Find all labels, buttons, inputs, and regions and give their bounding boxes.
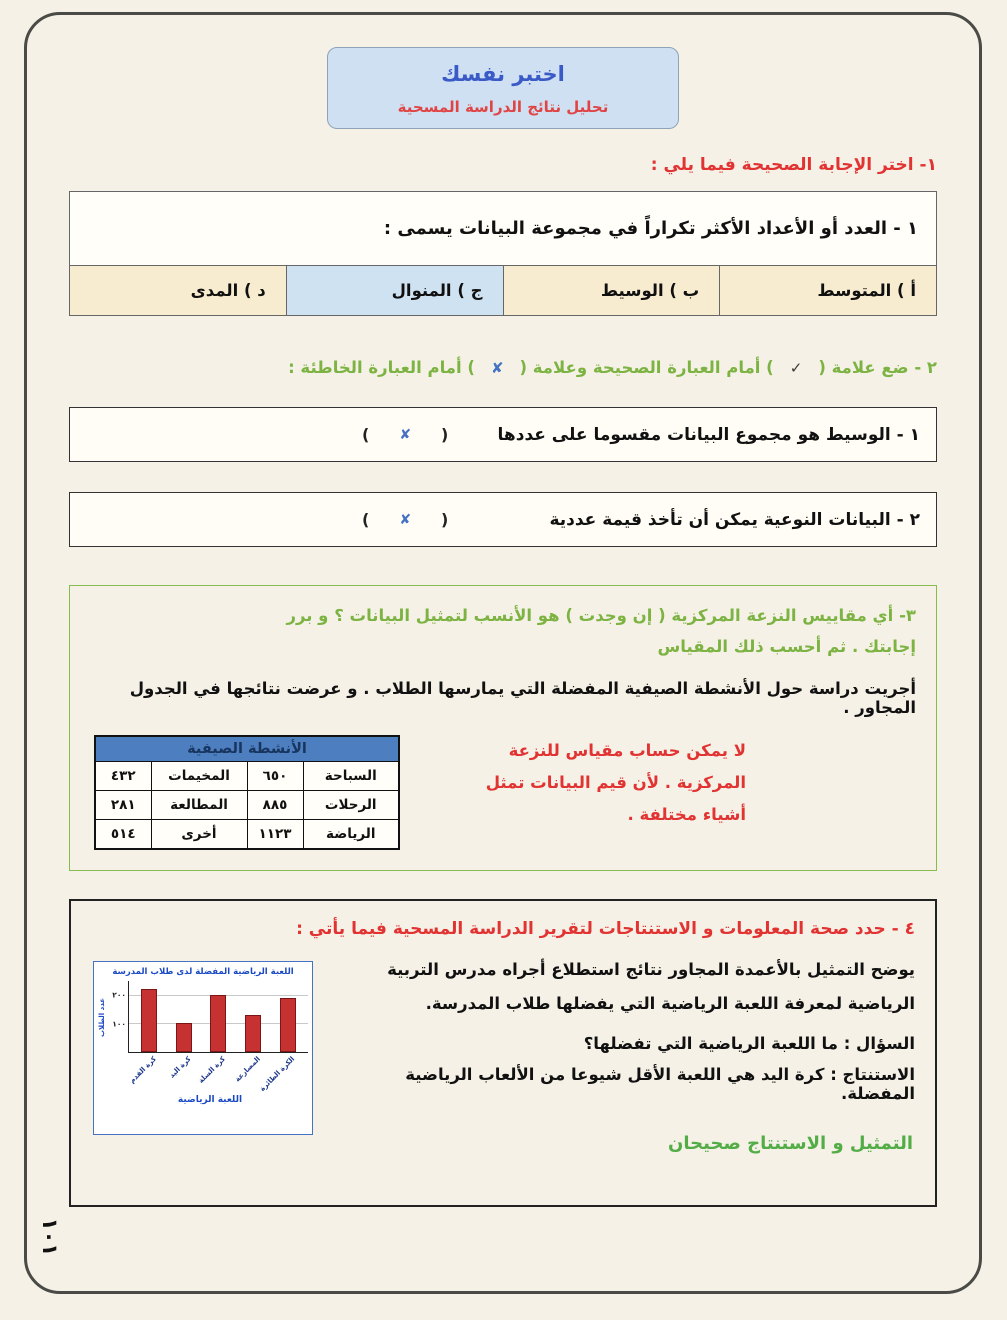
q2-statement-2 bbox=[69, 492, 937, 547]
check-mark-icon: ✓ bbox=[789, 359, 803, 377]
chart-category-label-3: المصارعة bbox=[233, 1054, 262, 1084]
q1-option-0: أ ) المتوسط bbox=[719, 266, 936, 315]
q3-answer: لا يمكن حساب مقياس للنزعة المركزية . لأن قيم البيانات تمثل أشياء مختلفة . bbox=[485, 740, 746, 825]
q3-body-text: أجريت دراسة حول الأنشطة الصيفية المفضلة التي يمارسها الطلاب . و عرضت نتائجها في الجدول المجاور . bbox=[129, 678, 916, 717]
chart-bar-2 bbox=[210, 995, 226, 1052]
activity-count: ٢٨١ bbox=[95, 790, 151, 819]
activity-name: المخيمات bbox=[151, 761, 247, 790]
chart-bar-0 bbox=[141, 989, 157, 1051]
table-row bbox=[95, 790, 399, 819]
chart-title: اللعبة الرياضية المفضلة لدى طلاب المدرسة bbox=[112, 966, 294, 977]
open-paren: ( bbox=[441, 425, 449, 444]
activity-name: الرحلات bbox=[303, 790, 399, 819]
chart-bar-slot bbox=[132, 981, 167, 1052]
cross-mark-icon: ✘ bbox=[490, 359, 504, 377]
q4-section bbox=[69, 899, 937, 1207]
chart-bar-slot bbox=[270, 981, 305, 1052]
q4-heading: ٤ - حدد صحة المعلومات و الاستنتاجات لتقرير الدراسة المسحية فيما يأتي : bbox=[296, 918, 915, 939]
chart-category-label-4: الكرة الطائرة bbox=[258, 1054, 297, 1093]
chart-bar-slot bbox=[201, 981, 236, 1052]
lesson-subtitle: تحليل نتائج الدراسة المسحية bbox=[397, 98, 609, 116]
activity-name: أخرى bbox=[151, 819, 247, 849]
chart-bar-slot bbox=[167, 981, 202, 1052]
q2-heading-prefix: ٢ - ضع علامة ( bbox=[818, 358, 937, 377]
chart-plot-area bbox=[128, 981, 308, 1053]
chart-y-axis-label: عدد الطلاب bbox=[98, 997, 106, 1037]
chart-x-labels bbox=[128, 1053, 308, 1099]
chart-x-label-slot bbox=[127, 1053, 166, 1099]
q4-question-line: السؤال : ما اللعبة الرياضية التي تفضلها؟ bbox=[583, 1033, 915, 1053]
q2-heading bbox=[69, 358, 937, 377]
q4-answer: التمثيل و الاستنتاج صحيحان bbox=[668, 1132, 913, 1154]
q3-heading: ٣- أي مقاييس النزعة المركزية ( إن وجدت ) هو الأنسب لتمثيل البيانات ؟ و برر إجابتك . ثم أحسب ذلك المقياس bbox=[286, 606, 916, 657]
q3-answer-row bbox=[90, 735, 916, 850]
chart-middle bbox=[98, 981, 308, 1053]
q4-conclusion-line: الاستنتاج : كرة اليد هي اللعبة الأقل شيوعا من الألعاب الرياضية المفضلة. bbox=[405, 1064, 915, 1103]
q1-question-table bbox=[69, 191, 937, 316]
chart-x-label-slot bbox=[258, 1053, 305, 1099]
activity-name: المطالعة bbox=[151, 790, 247, 819]
close-paren: ) bbox=[362, 510, 370, 529]
table-row bbox=[95, 819, 399, 849]
q1-question-text: ١ - العدد أو الأعداد الأكثر تكراراً في مجموعة البيانات يسمى : bbox=[383, 218, 918, 239]
chart-y-tick: ١٠٠ bbox=[112, 1019, 126, 1029]
q1-option-1: ب ) الوسيط bbox=[503, 266, 720, 315]
chart-bar-3 bbox=[245, 1015, 261, 1052]
chart-bar-slot bbox=[236, 981, 271, 1052]
bar-chart bbox=[93, 961, 313, 1135]
activity-count: ٦٥٠ bbox=[247, 761, 303, 790]
q4-body-text: يوضح التمثيل بالأعمدة المجاور نتائج استطلاع أجراه مدرس التربية الرياضية لمعرفة اللعبة الرياضية التي يفضلها طلاب المدرسة. bbox=[387, 959, 915, 1014]
page-number: ١٠١ bbox=[38, 1217, 63, 1257]
q2-statement-2-text: ٢ - البيانات النوعية يمكن أن تأخذ قيمة عددية bbox=[549, 509, 920, 530]
q1-option-2: ج ) المنوال bbox=[286, 266, 503, 315]
chart-bars bbox=[129, 981, 308, 1052]
q1-heading: ١- اختر الإجابة الصحيحة فيما يلي : bbox=[650, 155, 937, 175]
activity-count: ١١٢٣ bbox=[247, 819, 303, 849]
chart-x-label-slot bbox=[166, 1053, 201, 1099]
chart-category-label-2: كرة السلة bbox=[197, 1054, 228, 1085]
activity-count: ٤٣٢ bbox=[95, 761, 151, 790]
activity-name: الرياضة bbox=[303, 819, 399, 849]
q2-statement-1-mark bbox=[362, 408, 448, 461]
summer-activities-table bbox=[94, 735, 400, 850]
q3-section bbox=[69, 585, 937, 871]
cross-mark-icon: ✘ bbox=[399, 426, 412, 443]
activity-name: السباحة bbox=[303, 761, 399, 790]
chart-bar-4 bbox=[280, 998, 296, 1052]
chart-category-label-0: كرة القدم bbox=[127, 1054, 158, 1085]
activities-table-title: الأنشطة الصيفية bbox=[95, 736, 399, 762]
activity-count: ٨٨٥ bbox=[247, 790, 303, 819]
chart-x-label-slot bbox=[197, 1053, 236, 1099]
page-border-frame bbox=[24, 12, 982, 1294]
q1-options-row bbox=[70, 265, 936, 315]
q1-option-3: د ) المدى bbox=[70, 266, 286, 315]
chart-x-axis-title: اللعبة الرياضية bbox=[177, 1094, 243, 1105]
q4-content bbox=[91, 953, 915, 1158]
chart-y-ticks bbox=[110, 981, 128, 1053]
lesson-title: اختبر نفسك bbox=[441, 62, 565, 86]
q2-heading-suffix: ) أمام العبارة الخاطئة : bbox=[288, 358, 475, 377]
activity-count: ٥١٤ bbox=[95, 819, 151, 849]
chart-category-label-1: كرة اليد bbox=[167, 1054, 193, 1080]
open-paren: ( bbox=[441, 510, 449, 529]
q2-heading-middle: ) أمام العبارة الصحيحة وعلامة ( bbox=[519, 358, 774, 377]
table-row bbox=[95, 761, 399, 790]
chart-bar-1 bbox=[176, 1023, 192, 1051]
q2-statement-2-mark bbox=[362, 493, 448, 546]
lesson-title-box bbox=[327, 47, 679, 129]
q2-statement-1-text: ١ - الوسيط هو مجموع البيانات مقسوما على عددها bbox=[497, 424, 920, 445]
chart-y-tick: ٢٠٠ bbox=[112, 990, 126, 1000]
close-paren: ) bbox=[362, 425, 370, 444]
cross-mark-icon: ✘ bbox=[399, 511, 412, 528]
q2-statement-1 bbox=[69, 407, 937, 462]
